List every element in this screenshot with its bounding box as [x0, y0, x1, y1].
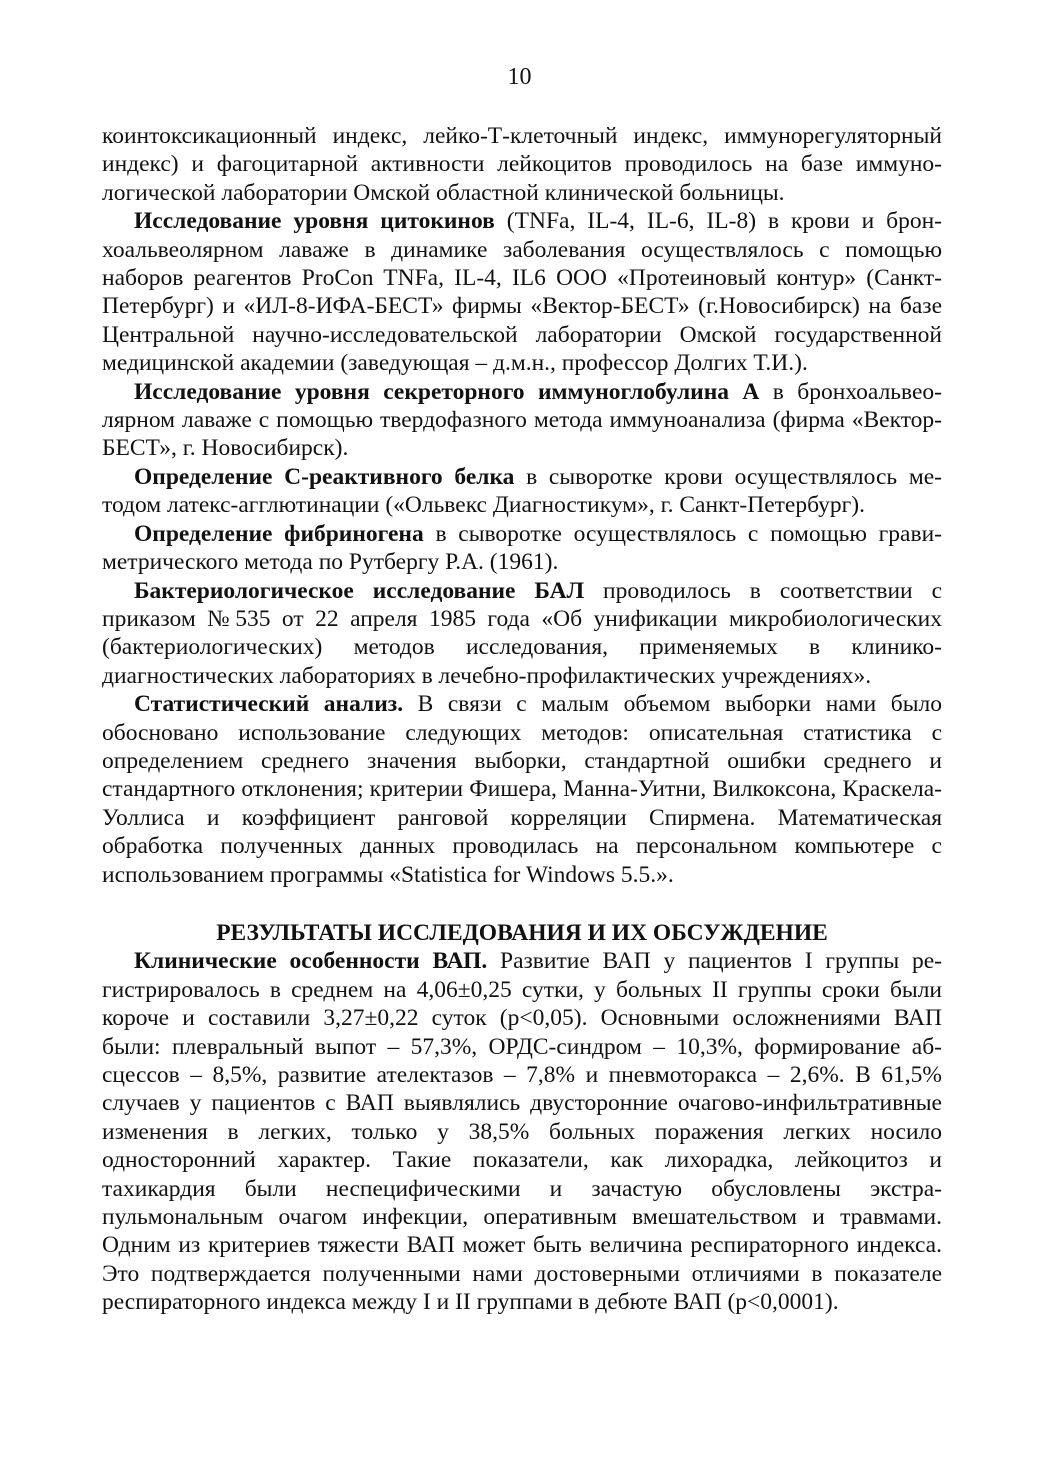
- paragraph-text: В связи с малым объемом выборки нами было обосновано использование следующих методов: описательная статистика с определением среднего значения выборки, стандартной ошибки среднего и стандартного отклонения; критерии Фишера, Манна-Уитни, Вилкоксона, Краскела-Уоллиса и коэффициент ранговой корреляции Спирмена. Математическая обработка полученных данных проводилась на персональном компьютере с использованием программы «Statistica for Windows 5.5.».: [102, 691, 942, 888]
- paragraph-text: проводилось в соответствии с приказом №535 от 22 апреля 1985 года «Об унификации микробиологических (бактериологических) методов исследования, применяемых в клинико-диагностических лабораториях в лечебно-профилактических учреждениях».: [102, 577, 942, 689]
- paragraph-lead: Бактериологическое исследование БАЛ: [134, 577, 585, 604]
- paragraph-text: в сыворотке осуществлялось с помощью гравиметрического метода по Рутбергу Р.А. (1961).: [102, 520, 942, 576]
- paragraph-text: Развитие ВАП у пациентов I группы регистрировалось в среднем на 4,06±0,25 сутки, у больных II группы сроки были короче и составили 3,27±0,22 суток (p<0,05). Основными осложнениями ВАП были: плевральный выпот – 57,3%, ОРДС-синдром – 10,3%, формирование абсцессов – 8,5%, развитие ателектазов – 7,8% и пневмоторакса – 2,6%. В 61,5% случаев у пациентов с ВАП выявлялись двусторонние очагово-инфильтративные изменения в легких, только у 38,5% больных поражения легких носило односторонний характер. Такие показатели, как лихорадка, лейкоцитоз и тахикардия были неспецифическими и зачастую обусловлены экстрапульмональным очагом инфекции, оперативным вмешательством и травмами. Одним из критериев тяжести ВАП может быть величина респираторного индекса. Это подтверждается полученными нами достоверными отличиями в показателе респираторного индекса между I и II группами в дебюте ВАП (p<0,0001).: [102, 948, 942, 1316]
- paragraph-c-reactive-protein: [102, 463, 942, 520]
- section-heading: РЕЗУЛЬТАТЫ ИССЛЕДОВАНИЯ И ИХ ОБСУЖДЕНИЕ: [216, 919, 828, 946]
- paragraph-continuation: [102, 122, 942, 207]
- paragraph-cytokines: [102, 207, 942, 377]
- paragraph-clinical-features: [102, 947, 942, 1316]
- paragraph-text: в сыворотке крови осуществлялось методом латекс-агглютинации («Ольвекс Диагностикум», г. Санкт-Петербург).: [102, 463, 942, 519]
- paragraph-fibrinogen: [102, 520, 942, 577]
- page-body: [102, 122, 942, 1317]
- paragraph-lead: Клинические особенности ВАП.: [134, 948, 488, 975]
- paragraph-lead: Определение фибриногена: [134, 520, 424, 547]
- paragraph-lead: Исследование уровня цитокинов: [134, 208, 495, 235]
- paragraph-text: в бронхоальвеолярном лаваже с помощью твердофазного метода иммуноанализа (фирма «Вектор-БЕСТ», г. Новосибирск).: [102, 378, 942, 462]
- paragraph-statistics: [102, 690, 942, 889]
- paragraph-text: (TNFa, IL-4, IL-6, IL-8) в крови и бронхоальвеолярном лаваже в динамике заболевания осуществлялось с помощью наборов реагентов ProCon TNFa, IL-4, IL6 ООО «Протеиновый контур» (Санкт-Петербург) и «ИЛ-8-ИФА-БЕСТ» фирмы «Вектор-БЕСТ» (г.Новосибирск) на базе Центральной научно-исследовательской лаборатории Омской государственной медицинской академии (заведующая – д.м.н., профессор Долгих Т.И.).: [102, 208, 942, 377]
- paragraph-bacteriology: [102, 577, 942, 691]
- paragraph-lead: Определение С-реактивного белка: [134, 463, 515, 490]
- page-number: 10: [507, 64, 532, 90]
- paragraph-lead: Статистический анализ.: [134, 691, 404, 718]
- paragraph-lead: Исследование уровня секреторного иммуноглобулина А: [134, 378, 760, 405]
- paragraph-text: коинтоксикационный индекс, лейко-Т-клеточный индекс, иммунорегуляторный индекс) и фагоцитарной активности лейкоцитов проводилось на базе иммунологической лаборатории Омской областной клинической больницы.: [102, 123, 942, 206]
- paragraph-immunoglobulin: [102, 378, 942, 463]
